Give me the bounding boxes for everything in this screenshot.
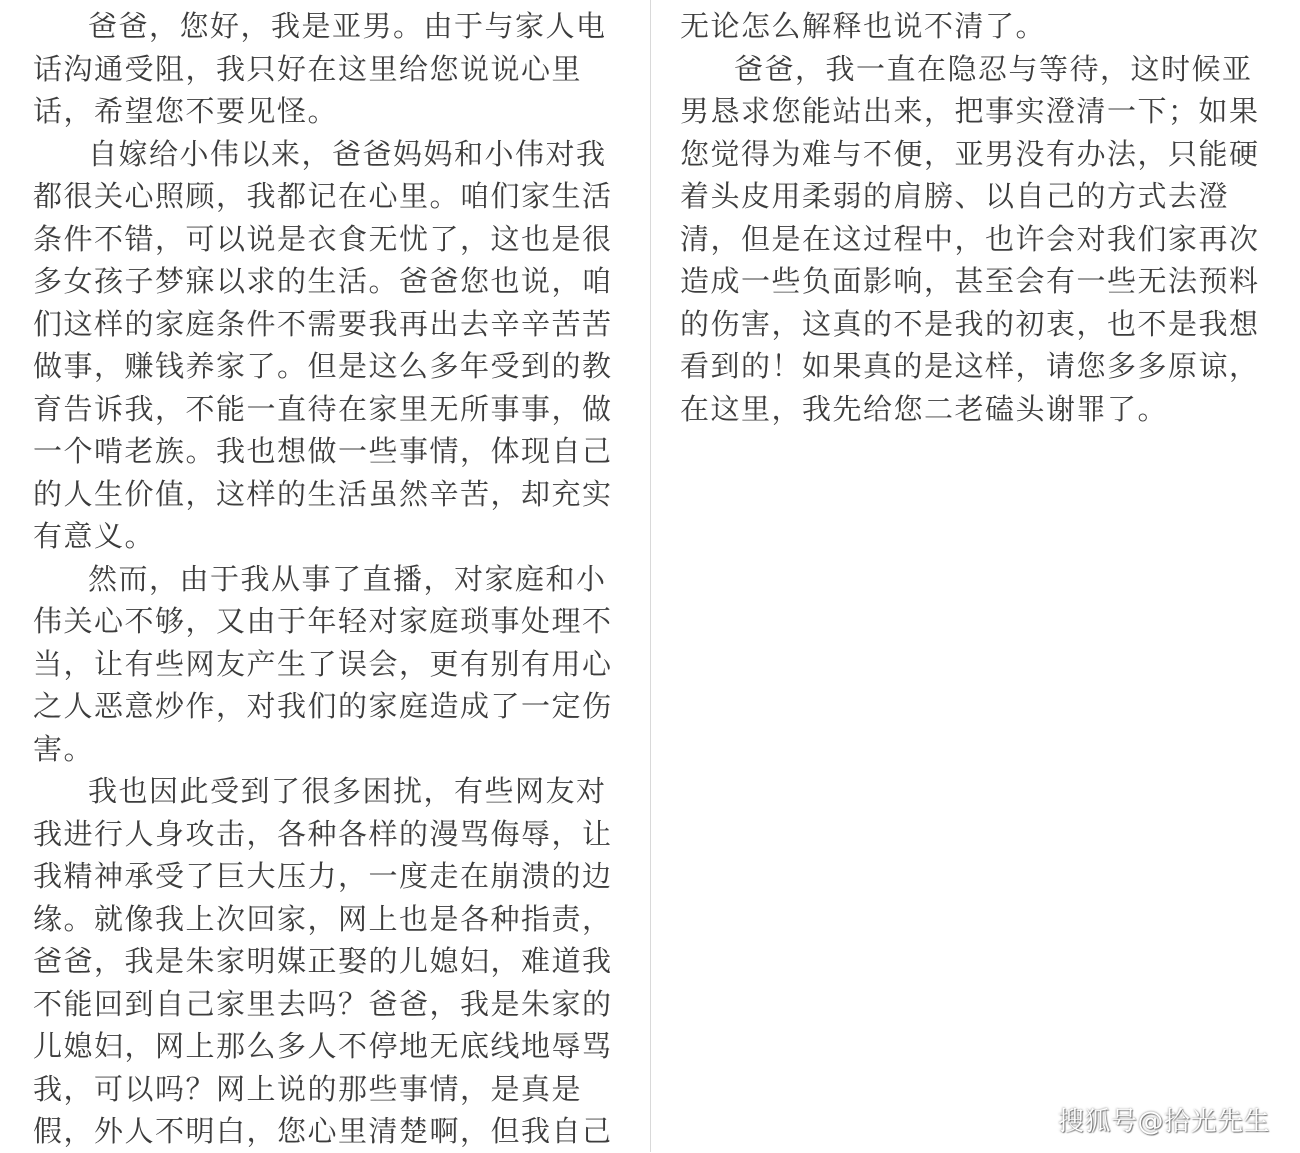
left-line-3: 话，希望您不要见怪。 [33, 94, 339, 128]
left-line-19: 我也因此受到了很多困扰，有些网友对 [88, 774, 607, 808]
right-line-4: 您觉得为难与不便，亚男没有办法，只能硬 [680, 136, 1260, 171]
left-line-22: 缘。就像我上次回家，网上也是各种指责， [33, 901, 613, 936]
right-line-2: 爸爸，我一直在隐忍与等待，这时候亚 [734, 51, 1253, 86]
left-line-2: 话沟通受阻，我只好在这里给您说说心里 [33, 51, 583, 86]
left-line-8: 们这样的家庭条件不需要我再出去辛辛苦苦 [33, 306, 613, 341]
left-line-16: 当，让有些网友产生了误会，更有别有用心 [33, 646, 613, 681]
left-line-21: 我精神承受了巨大压力，一度走在崩溃的边 [33, 859, 613, 893]
left-line-9: 做事，赚钱养家了。但是这么多年受到的教 [33, 349, 613, 383]
left-line-14: 然而，由于我从事了直播，对家庭和小 [88, 561, 607, 596]
left-line-1: 爸爸，您好，我是亚男。由于与家人电 [88, 9, 607, 43]
left-line-13: 有意义。 [33, 519, 156, 553]
left-line-27: 假，外人不明白，您心里清楚啊，但我自己 [33, 1114, 613, 1148]
left-line-7: 多女孩子梦寐以求的生活。爸爸您也说，咱 [33, 264, 613, 298]
right-line-6: 清，但是在这过程中，也许会对我们家再次 [680, 221, 1260, 256]
left-line-6: 条件不错，可以说是衣食无忧了，这也是很 [33, 221, 613, 256]
left-line-5: 都很关心照顾，我都记在心里。咱们家生活 [33, 179, 613, 213]
right-line-3: 男恳求您能站出来，把事实澄清一下；如果 [680, 94, 1260, 128]
right-line-1: 无论怎么解释也说不清了。 [680, 9, 1047, 43]
left-line-18: 害。 [33, 731, 95, 766]
left-line-25: 儿媳妇，网上那么多人不停地无底线地辱骂 [33, 1029, 613, 1063]
left-text-panel [0, 0, 648, 1152]
left-line-20: 我进行人身攻击，各种各样的漫骂侮辱，让 [33, 816, 613, 851]
right-line-10: 在这里，我先给您二老磕头谢罪了。 [680, 391, 1169, 426]
right-line-7: 造成一些负面影响，甚至会有一些无法预料 [680, 264, 1260, 298]
right-line-8: 的伤害，这真的不是我的初衷，也不是我想 [680, 306, 1260, 341]
source-watermark: 搜狐号@拾光先生 [1057, 1107, 1270, 1137]
left-line-4: 自嫁给小伟以来，爸爸妈妈和小伟对我 [88, 136, 607, 171]
right-text-panel [662, 0, 1300, 1152]
left-line-11: 一个啃老族。我也想做一些事情，体现自己 [33, 434, 613, 468]
left-line-15: 伟关心不够，又由于年轻对家庭琐事处理不 [33, 604, 613, 638]
left-line-12: 的人生价值，这样的生活虽然辛苦，却充实 [33, 476, 613, 511]
column-divider [650, 0, 651, 1152]
left-line-23: 爸爸，我是朱家明媒正娶的儿媳妇，难道我 [33, 944, 613, 978]
right-line-9: 看到的！如果真的是这样，请您多多原谅， [680, 349, 1260, 383]
left-line-10: 育告诉我，不能一直待在家里无所事事，做 [33, 391, 613, 426]
left-line-17: 之人恶意炒作，对我们的家庭造成了一定伤 [33, 689, 613, 723]
left-line-26: 我，可以吗？网上说的那些事情，是真是 [33, 1071, 583, 1106]
right-line-5: 着头皮用柔弱的肩膀、以自己的方式去澄 [680, 179, 1230, 213]
left-line-24: 不能回到自己家里去吗？爸爸，我是朱家的 [33, 986, 613, 1021]
